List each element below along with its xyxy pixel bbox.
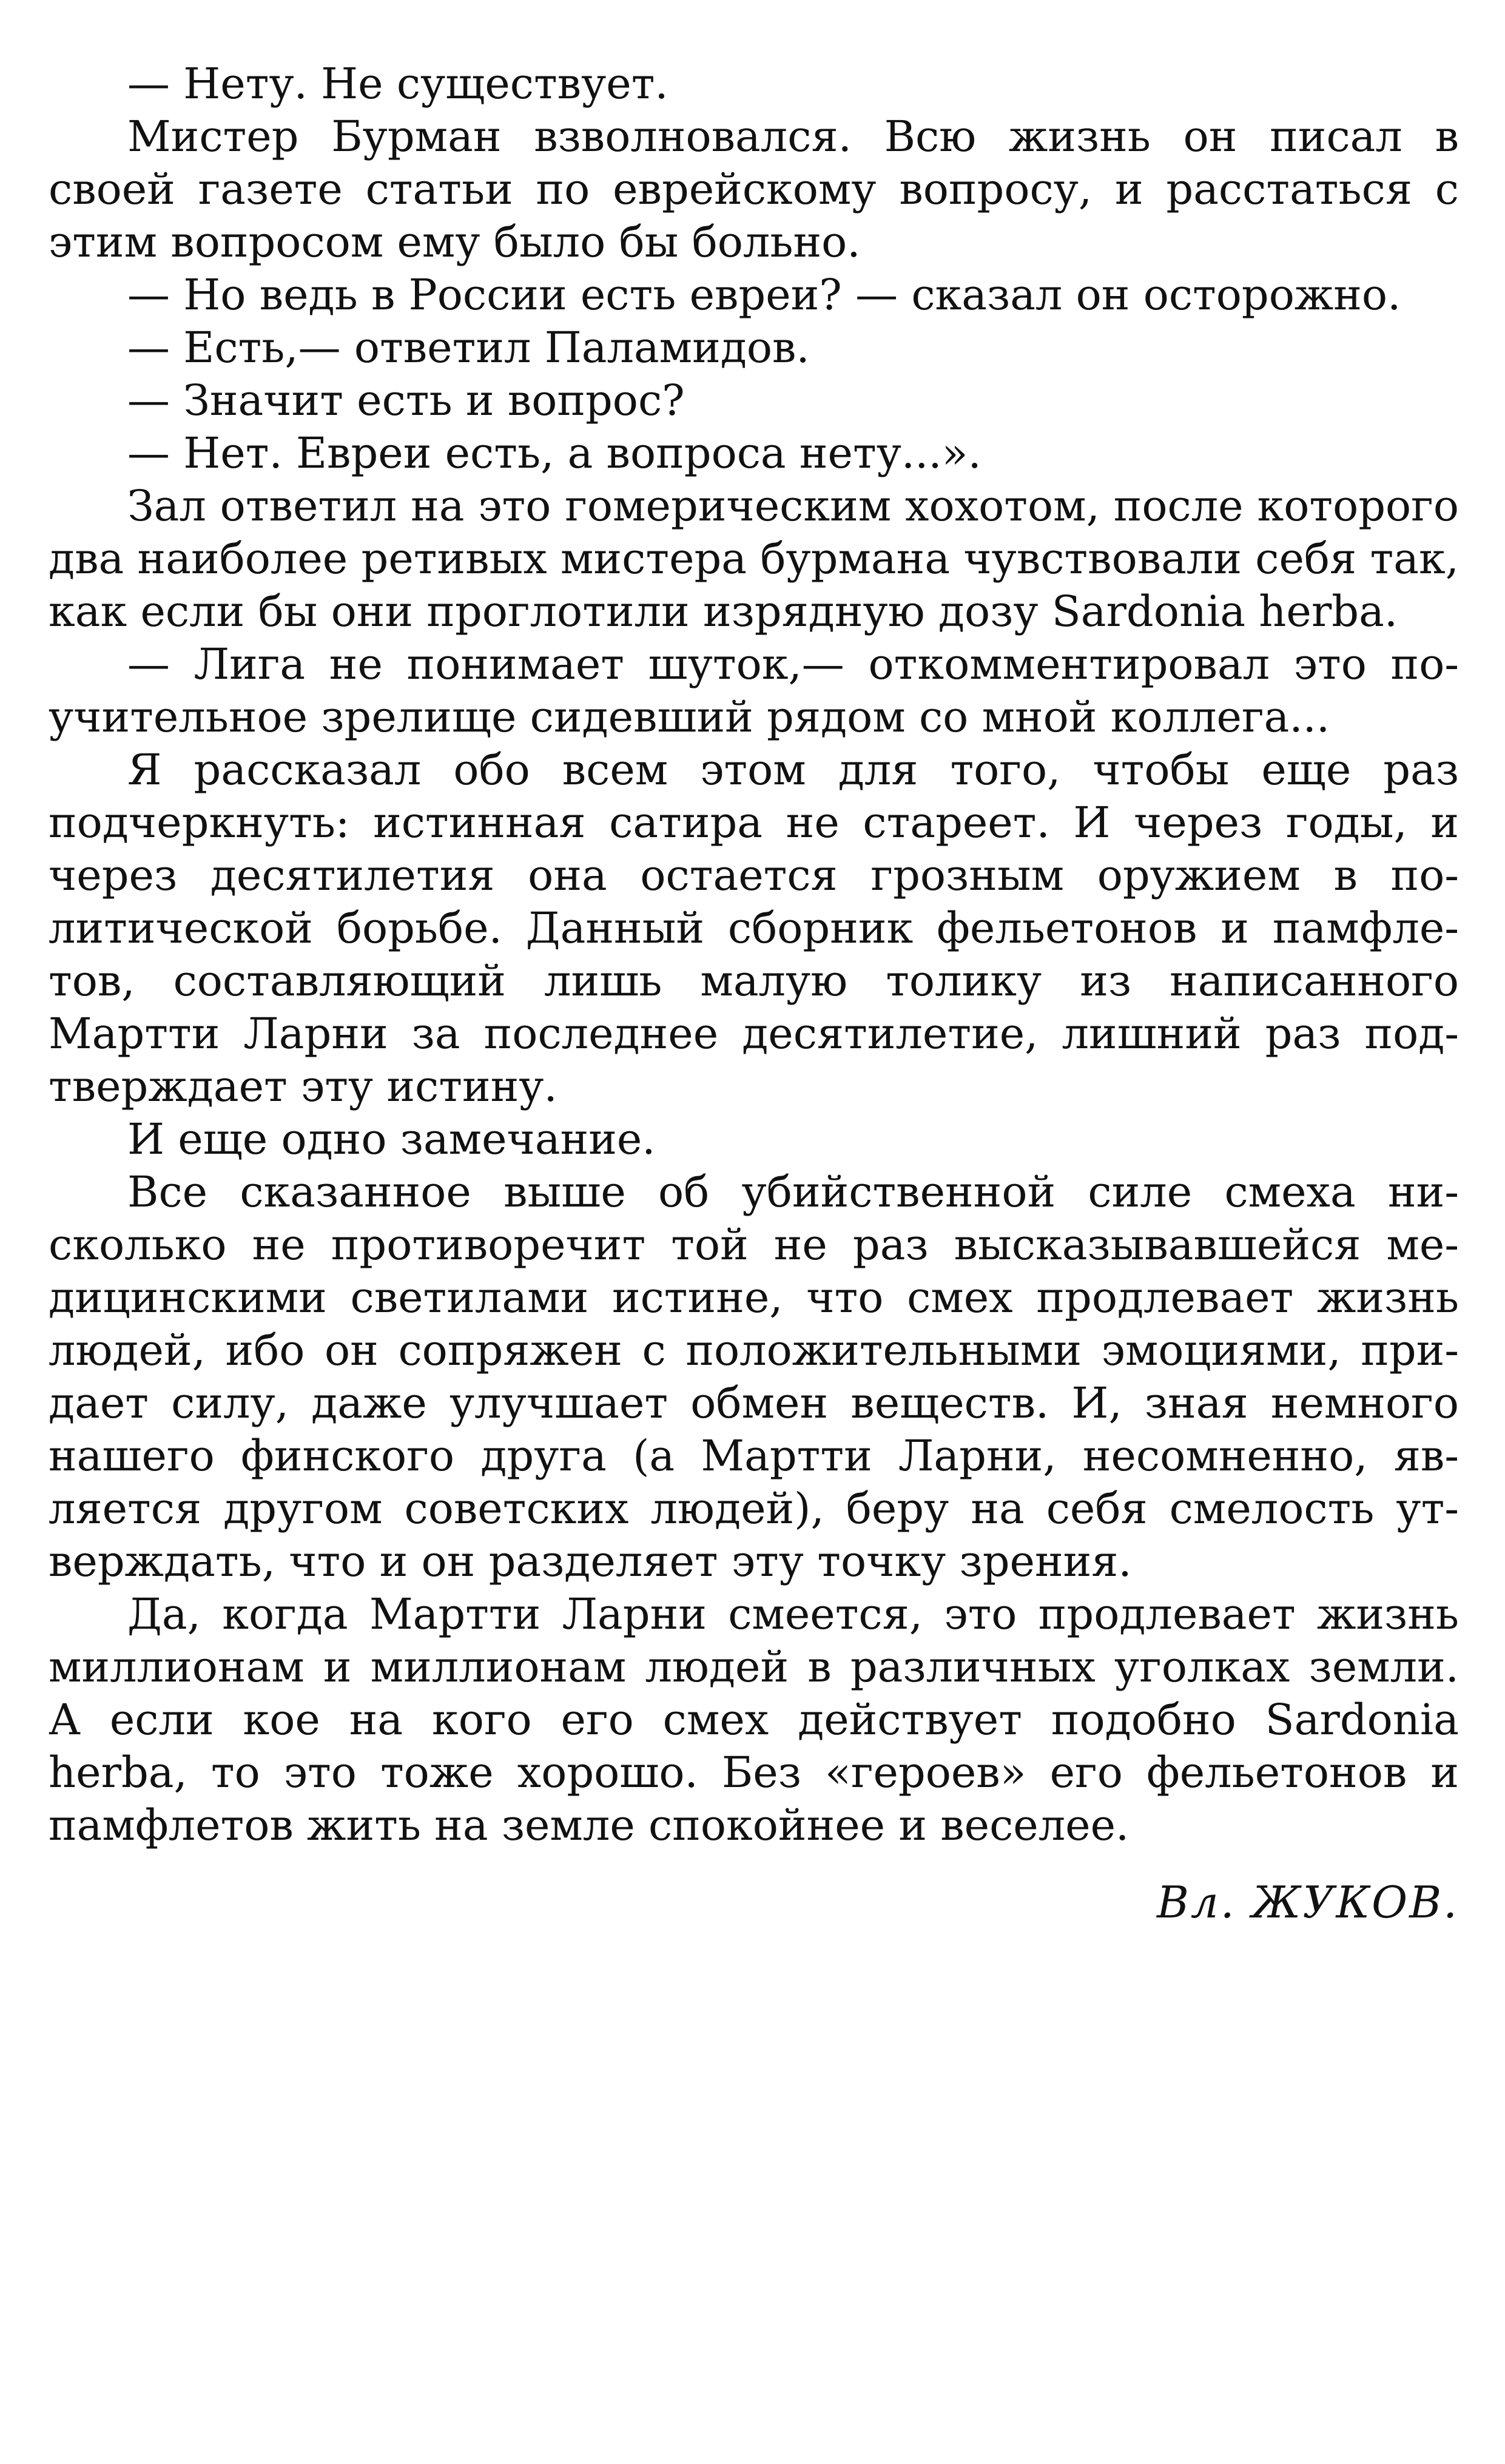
paragraph-11: Все сказанное выше об убийственной силе смеха нисколько не противоречит той не раз высказывавшейся медицинскими светилами истине, что смех продлевает жизнь людей, ибо он сопряжен с положительными эмоциями, придает силу, даже улучшает обмен веществ. И, зная немного нашего финского друга (а Мартти Ларни, несомненно, является другом советских людей), беру на себя смелость утверждать, что и он разделяет эту точку зрения. bbox=[49, 1167, 1459, 1586]
paragraph-12: Да, когда Мартти Ларни смеется, это продлевает жизнь миллионам и миллионам людей в различных уголках земли. А если кое на кого его смех действует подобно Sardonia herba, то это тоже хорошо. Без «героев» его фельетонов и памфлетов жить на земле спокойнее и веселее. bbox=[49, 1589, 1459, 1850]
paragraph-5: — Значит есть и вопрос? bbox=[127, 375, 685, 425]
paragraph-10: И еще одно замечание. bbox=[127, 1114, 656, 1164]
paragraph-8: — Лига не понимает шуток,— откомментировал это поучительное зрелище сидевший рядом со мной коллега... bbox=[49, 639, 1459, 742]
paragraph-3: — Но ведь в России есть евреи? — сказал он осторожно. bbox=[127, 270, 1401, 320]
paragraph-7: Зал ответил на это гомерическим хохотом, после которого два наиболее ретивых мистера бурмана чувствовали себя так, как если бы они проглотили изрядную дозу Sardonia herba. bbox=[49, 481, 1459, 636]
paragraph-2: Мистер Бурман взволновался. Всю жизнь он писал в своей газете статьи по еврейскому вопросу, и расстаться с этим вопросом ему было бы больно. bbox=[49, 112, 1459, 267]
paragraph-1: — Нету. Не существует. bbox=[127, 59, 668, 109]
paragraph-9: Я рассказал обо всем этом для того, чтобы еще раз подчеркнуть: истинная сатира не стареет. И через годы, и через десятилетия она остается грозным оружием в политической борьбе. Данный сборник фельетонов и памфлетов, составляющий лишь малую толику из написанного Мартти Ларни за последнее десятилетие, лишний раз подтверждает эту истину. bbox=[49, 745, 1459, 1111]
author-signature: Вл. ЖУКОВ. bbox=[1157, 1877, 1459, 1928]
paragraph-4: — Есть,— ответил Паламидов. bbox=[127, 323, 810, 372]
page-text bbox=[49, 58, 1459, 1929]
paragraph-6: — Нет. Евреи есть, а вопроса нету...». bbox=[127, 428, 981, 478]
